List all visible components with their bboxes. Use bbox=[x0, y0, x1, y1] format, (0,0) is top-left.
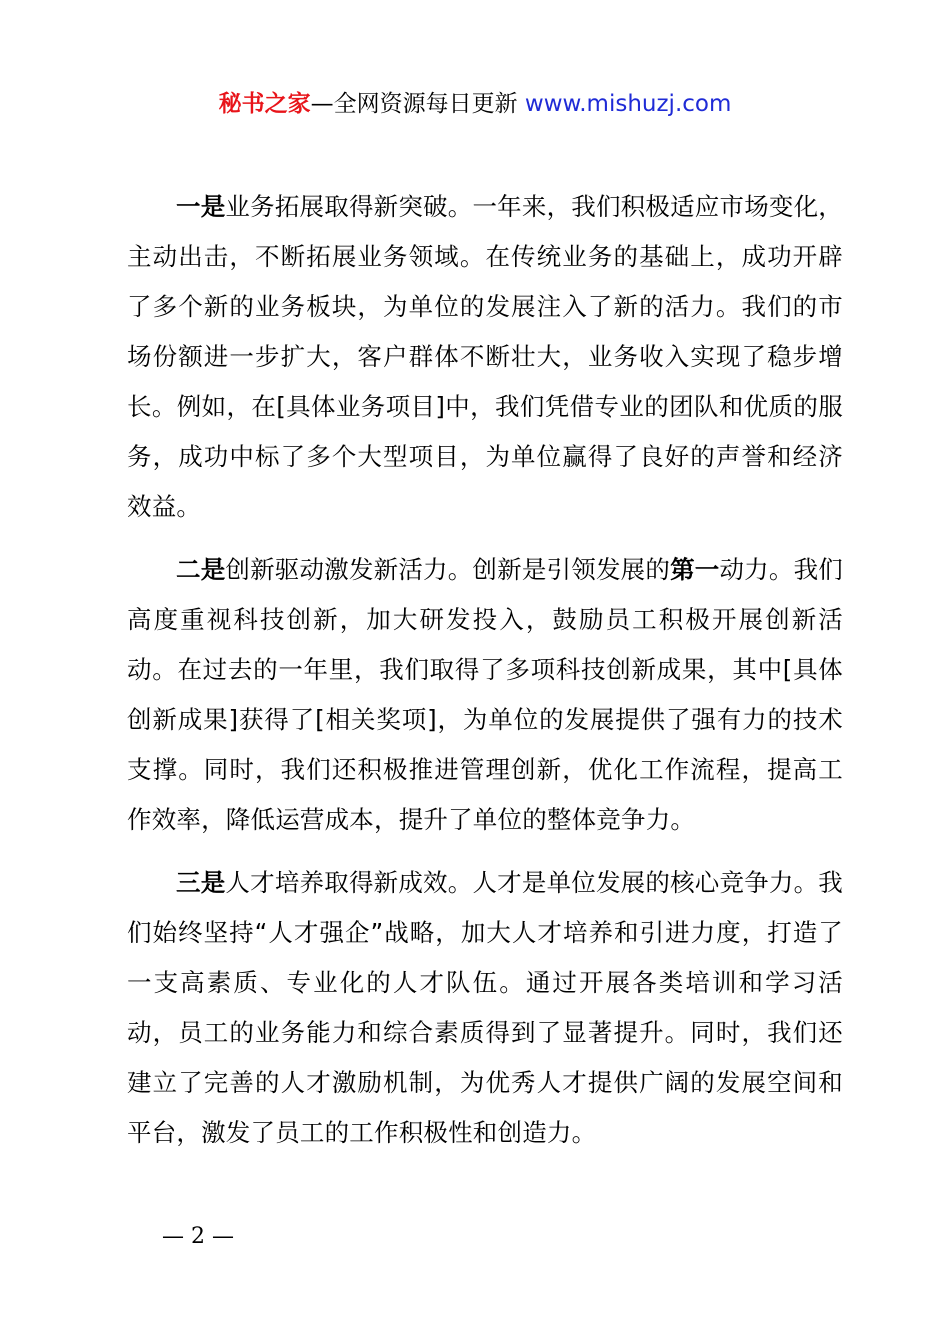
site-header bbox=[0, 88, 950, 120]
paragraph-text: 人才培养取得新成效。人才是单位发展的核心竞争力。我们始终坚持“人才强企”战略，加大人才培养和引进力度，打造了一支高素质、专业化的人才队伍。通过开展各类培训和学习活动，员工的业务能力和综合素质得到了显著提升。同时，我们还建立了完善的人才激励机制，为优秀人才提供广阔的发展空间和平台，激发了员工的工作积极性和创造力。 bbox=[127, 868, 844, 1147]
paragraph-business bbox=[127, 182, 843, 532]
paragraph-lead: 三是 bbox=[176, 868, 226, 897]
paragraph-innovation bbox=[127, 545, 843, 845]
paragraph-text: 动力。我们高度重视科技创新，加大研发投入，鼓励员工积极开展创新活动。在过去的一年里，我们取得了多项科技创新成果，其中[具体创新成果]获得了[相关奖项]，为单位的发展提供了强有力的技术支撑。同时，我们还积极推进管理创新，优化工作流程，提高工作效率，降低运营成本，提升了单位的整体竞争力。 bbox=[127, 555, 843, 834]
document-body bbox=[127, 182, 843, 1171]
paragraph-text: 创新驱动激发新活力。创新是引领发展的 bbox=[225, 555, 671, 584]
page-number: — 2 — bbox=[162, 1224, 234, 1249]
paragraph-bold-term: 第一 bbox=[670, 555, 720, 584]
header-url-link[interactable]: www.mishuzj.com bbox=[524, 91, 732, 117]
paragraph-lead: 二是 bbox=[176, 555, 226, 584]
paragraph-lead: 一是 bbox=[176, 192, 226, 221]
paragraph-text: 业务拓展取得新突破。一年来，我们积极适应市场变化，主动出击，不断拓展业务领域。在传统业务的基础上，成功开辟了多个新的业务板块，为单位的发展注入了新的活力。我们的市场份额进一步扩大，客户群体不断壮大，业务收入实现了稳步增长。例如，在[具体业务项目]中，我们凭借专业的团队和优质的服务，成功中标了多个大型项目，为单位赢得了良好的声誉和经济效益。 bbox=[127, 192, 844, 521]
header-tagline: —全网资源每日更新 bbox=[310, 91, 518, 117]
brand-name: 秘书之家 bbox=[218, 91, 311, 117]
paragraph-talent bbox=[127, 858, 843, 1158]
